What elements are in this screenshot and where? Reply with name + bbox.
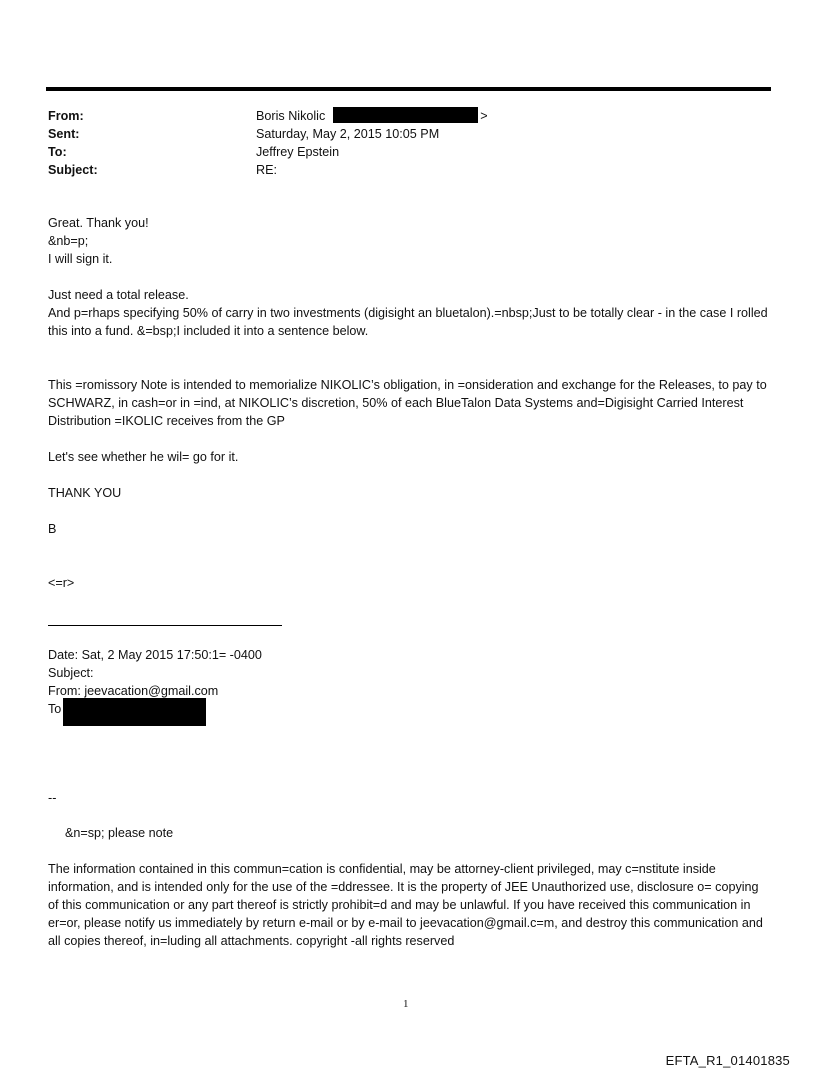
to-row <box>48 143 768 161</box>
email-body <box>48 214 770 592</box>
page-number: 1 <box>403 998 409 1010</box>
signature-dash: -- <box>48 791 57 805</box>
body-line: THANK YOU <box>48 486 122 500</box>
quoted-subject: Subject: <box>48 666 94 680</box>
subject-value: RE: <box>256 163 277 177</box>
body-paragraph: This =romissory Note is intended to memorialize NIKOLIC’s obligation, in =onsideration and exchange for the Releases, to pay to SCHWARZ, in cash=or in =ind, at NIKOLIC’s discretion, 50% of each BlueTalon Data Systems and=Digisight Carried Interest Distribution =IKOLIC receives from the GP <box>48 378 767 428</box>
header-rule <box>46 87 771 91</box>
disclaimer-text: The information contained in this commun=cation is confidential, may be attorney-client privileged, may c=nstitute inside information, and is intended only for the use of the =ddressee. It is the property of JEE Unauthorized use, disclosure o= copying of this communication or any part thereof is strictly prohibit=d and may be unlawful. If you have received this communication in er=or, please notify us immediately by return e-mail or by e-mail to jeevacation@gmail.c=m, and destroy this communication and all copies thereof, in=luding all attachments. copyright -all rights reserved <box>48 862 763 948</box>
quoted-to: To <box>48 702 62 716</box>
quoted-date: Date: Sat, 2 May 2015 17:50:1= -0400 <box>48 648 262 662</box>
quote-separator <box>48 625 282 626</box>
sent-value: Saturday, May 2, 2015 10:05 PM <box>256 127 440 141</box>
redaction-email <box>333 107 478 123</box>
quoted-from: From: jeevacation@gmail.com <box>48 684 219 698</box>
from-value <box>256 107 768 125</box>
body-line: Great. Thank you! <box>48 216 149 230</box>
sender-name: Boris Nikolic <box>256 109 326 123</box>
subject-row <box>48 161 768 179</box>
body-line: B <box>48 522 57 536</box>
body-line: Let's see whether he wil= go for it. <box>48 450 239 464</box>
from-label: From: <box>48 109 84 123</box>
email-header <box>48 107 768 179</box>
subject-label: Subject: <box>48 163 98 177</box>
body-line: I will sign it. <box>48 252 113 266</box>
bates-number: EFTA_R1_01401835 <box>665 1053 790 1068</box>
to-value: Jeffrey Epstein <box>256 145 340 159</box>
sent-row <box>48 125 768 143</box>
redaction-recipient <box>63 698 206 726</box>
sent-label: Sent: <box>48 127 80 141</box>
signature-note: &n=sp; please note <box>65 826 174 840</box>
body-line: Just need a total release. <box>48 288 189 302</box>
body-line: &nb=p; <box>48 234 89 248</box>
body-paragraph: And p=rhaps specifying 50% of carry in two investments (digisight an bluetalon).=nbsp;Just to be totally clear - in the case I rolled this into a fund. &=bsp;I included it into a sentence below. <box>48 306 768 338</box>
from-close-bracket: > <box>480 109 488 123</box>
to-label: To: <box>48 145 67 159</box>
from-row <box>48 107 768 125</box>
body-line: <=r> <box>48 576 75 590</box>
